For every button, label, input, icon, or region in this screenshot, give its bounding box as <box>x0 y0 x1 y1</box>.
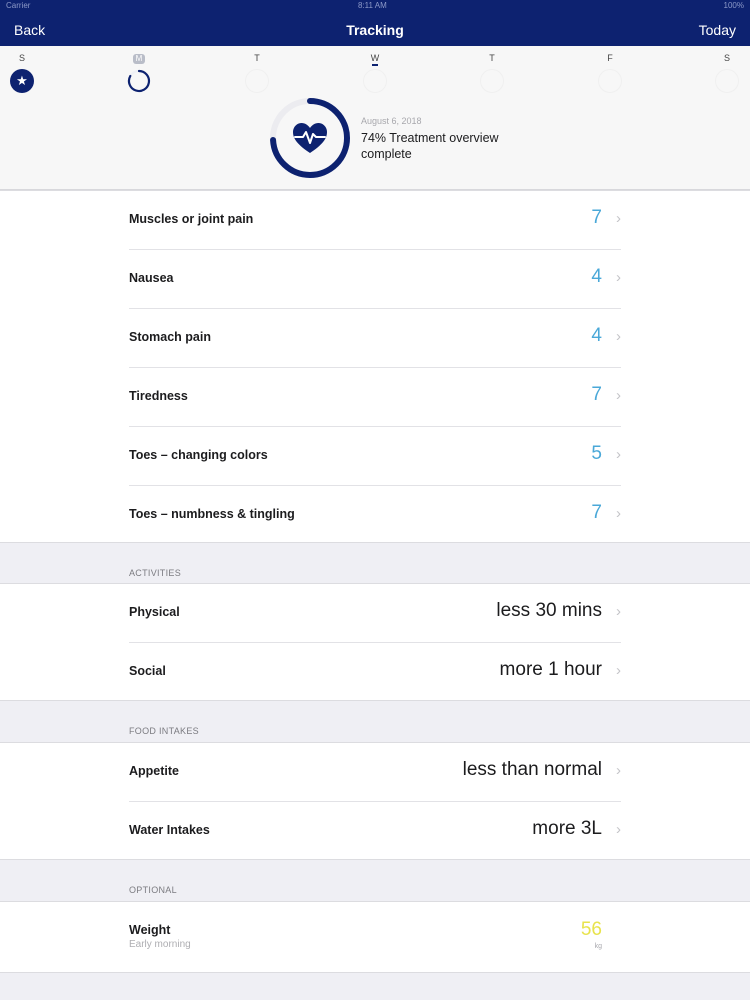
day-letter: T <box>489 53 495 63</box>
carrier-label: Carrier <box>6 1 31 10</box>
day-letter-badge: M <box>133 54 146 64</box>
row-label: Social <box>129 664 166 678</box>
battery-label: 100% <box>723 1 744 10</box>
row-label: Appetite <box>129 764 179 778</box>
weight-label: Weight <box>129 923 171 937</box>
day-monday[interactable] <box>119 52 159 94</box>
section-header-optional: OPTIONAL <box>129 885 177 895</box>
row-value: 7 <box>591 207 602 228</box>
day-letter: T <box>254 53 260 63</box>
row-value: 4 <box>591 325 602 346</box>
day-letter: W <box>370 53 380 63</box>
status-time: 8:11 AM <box>358 1 387 10</box>
day-empty-ring <box>598 69 622 93</box>
chevron-right-icon: › <box>616 603 621 620</box>
section-header-food: FOOD INTAKES <box>129 726 199 736</box>
activities-group <box>0 583 750 701</box>
today-indicator <box>372 64 378 66</box>
symptom-row[interactable] <box>129 427 621 486</box>
day-wednesday[interactable] <box>355 52 395 93</box>
day-friday[interactable] <box>590 52 630 93</box>
chevron-right-icon: › <box>616 269 621 286</box>
day-progress-ring <box>126 68 152 94</box>
weight-sublabel: Early morning <box>129 939 191 950</box>
chevron-right-icon: › <box>616 821 621 838</box>
symptom-row[interactable] <box>129 250 621 309</box>
row-value: 5 <box>591 443 602 464</box>
chevron-right-icon: › <box>616 328 621 345</box>
symptom-row[interactable] <box>129 368 621 427</box>
section-header-activities: ACTIVITIES <box>129 568 182 578</box>
chevron-right-icon: › <box>616 762 621 779</box>
day-empty-ring <box>363 69 387 93</box>
activity-row-physical[interactable] <box>129 584 621 643</box>
summary-text: 74% Treatment overview complete <box>361 131 499 161</box>
food-group <box>0 742 750 860</box>
day-empty-ring <box>480 69 504 93</box>
weight-row[interactable] <box>129 902 621 974</box>
summary-date: August 6, 2018 <box>361 116 422 126</box>
star-icon: ★ <box>10 69 34 93</box>
treatment-progress-ring <box>268 96 352 180</box>
symptom-row[interactable] <box>129 191 621 250</box>
row-label: Nausea <box>129 271 174 285</box>
chevron-right-icon: › <box>616 387 621 404</box>
symptom-row[interactable] <box>129 309 621 368</box>
symptoms-group <box>0 190 750 543</box>
row-label: Physical <box>129 605 180 619</box>
weight-unit: kg <box>594 943 602 950</box>
row-value: more 3L <box>532 818 602 839</box>
day-letter: S <box>18 53 25 63</box>
day-letter: S <box>723 53 730 63</box>
row-label: Toes – numbness & tingling <box>129 507 295 521</box>
day-empty-ring <box>715 69 739 93</box>
today-button[interactable]: Today <box>698 22 736 38</box>
day-thursday[interactable] <box>472 52 512 93</box>
day-letter: F <box>607 53 613 63</box>
back-button[interactable]: Back <box>14 22 46 38</box>
chevron-right-icon: › <box>616 505 621 522</box>
row-label: Tiredness <box>129 389 188 403</box>
row-value: 7 <box>591 502 602 523</box>
food-row-appetite[interactable] <box>129 743 621 802</box>
activity-row-social[interactable] <box>129 643 621 702</box>
food-row-water[interactable] <box>129 802 621 861</box>
day-saturday[interactable] <box>707 52 747 93</box>
chevron-right-icon: › <box>616 210 621 227</box>
row-label: Muscles or joint pain <box>129 212 254 226</box>
row-value: less than normal <box>462 759 602 780</box>
day-sunday[interactable] <box>2 52 42 93</box>
row-value: less 30 mins <box>496 600 602 621</box>
optional-group <box>0 901 750 973</box>
day-empty-ring <box>245 69 269 93</box>
chevron-right-icon: › <box>616 446 621 463</box>
heart-pulse-icon <box>293 123 327 153</box>
status-bar <box>0 0 750 12</box>
row-label: Toes – changing colors <box>129 448 268 462</box>
navigation-bar <box>0 0 750 46</box>
weight-value[interactable]: 56 <box>580 919 602 940</box>
day-tuesday[interactable] <box>237 52 277 93</box>
row-label: Water Intakes <box>129 823 210 837</box>
chevron-right-icon: › <box>616 662 621 679</box>
page-title: Tracking <box>346 22 404 38</box>
row-label: Stomach pain <box>129 330 211 344</box>
row-value: 4 <box>591 266 602 287</box>
row-value: 7 <box>591 384 602 405</box>
symptom-row[interactable] <box>129 486 621 545</box>
row-value: more 1 hour <box>499 659 602 680</box>
